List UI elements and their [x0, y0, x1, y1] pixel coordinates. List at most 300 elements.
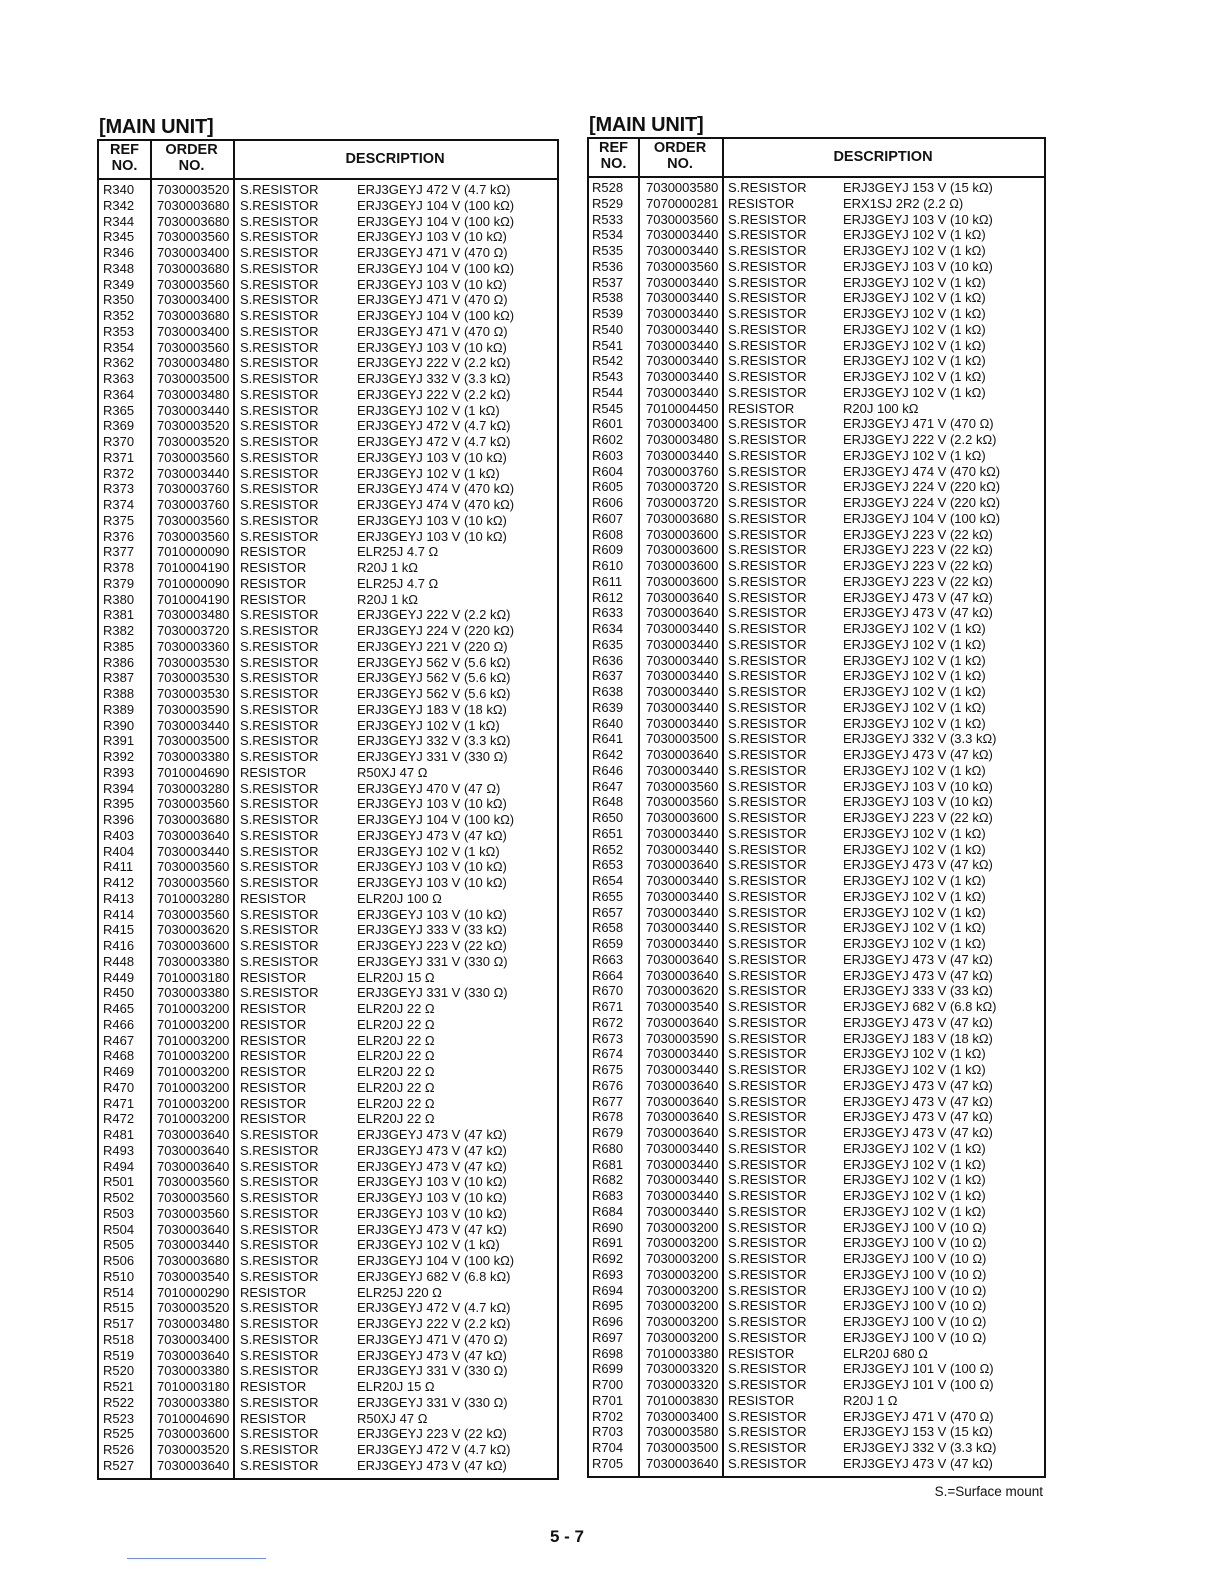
part-spec-cell: ERJ3GEYJ 103 V (10 kΩ) [357, 1205, 507, 1221]
table-row [99, 749, 557, 765]
part-spec-cell: ERJ3GEYJ 471 V (470 Ω) [357, 323, 508, 339]
part-type-cell: S.RESISTOR [728, 652, 807, 668]
ref-no-cell: R537 [592, 274, 624, 290]
ref-no-cell: R449 [103, 969, 135, 985]
ref-no-cell: R702 [592, 1408, 624, 1424]
part-spec-cell: ELR25J 4.7 Ω [357, 575, 439, 591]
part-spec-cell: ERJ3GEYJ 102 V (1 kΩ) [843, 841, 986, 857]
part-type-cell: RESISTOR [240, 560, 307, 575]
order-no-cell: 7010003280 [157, 890, 230, 906]
table-row [99, 1111, 557, 1127]
table-header [589, 139, 1044, 178]
part-type-cell: S.RESISTOR [240, 386, 319, 402]
ref-no-cell: R470 [103, 1079, 135, 1095]
ref-no-cell: R654 [592, 873, 624, 888]
part-spec-cell: ERJ3GEYJ 102 V (1 kΩ) [843, 825, 986, 841]
ref-no-cell: R646 [592, 762, 624, 778]
table-row [99, 198, 557, 214]
ref-no-cell: R526 [103, 1442, 135, 1457]
part-type-cell: S.RESISTOR [240, 1347, 319, 1363]
ref-no-cell: R683 [592, 1188, 624, 1203]
part-type-cell: S.RESISTOR [240, 260, 319, 276]
table-row [589, 542, 1044, 558]
part-type-cell: RESISTOR [728, 400, 795, 416]
order-no-cell: 7030003590 [646, 1030, 719, 1046]
table-row [99, 529, 557, 545]
order-no-cell: 7030003440 [646, 243, 719, 258]
part-spec-cell: ERJ3GEYJ 102 V (1 kΩ) [843, 227, 986, 243]
table-row [99, 403, 557, 419]
ref-no-cell: R704 [592, 1440, 624, 1455]
part-spec-cell: ERJ3GEYJ 104 V (100 kΩ) [357, 308, 515, 323]
order-no-cell: 7030003720 [646, 495, 719, 510]
table-row [589, 637, 1044, 653]
ref-no-cell: R664 [592, 967, 624, 983]
order-no-cell: 7030003440 [646, 369, 719, 384]
part-type-cell: S.RESISTOR [240, 339, 319, 355]
table-row [589, 1141, 1044, 1157]
table-row [99, 182, 557, 198]
part-type-cell: S.RESISTOR [240, 308, 319, 323]
part-type-cell: S.RESISTOR [728, 1266, 807, 1282]
ref-no-cell: R525 [103, 1426, 135, 1442]
order-no-cell: 7030003440 [646, 337, 719, 353]
order-no-cell: 7030003520 [157, 1300, 230, 1316]
table-row [99, 828, 557, 844]
table-row [99, 1332, 557, 1348]
part-type-cell: S.RESISTOR [728, 369, 807, 384]
part-spec-cell: ERJ3GEYJ 100 V (10 Ω) [843, 1251, 987, 1266]
order-no-cell: 7030003520 [157, 1442, 230, 1457]
table-row [589, 684, 1044, 700]
order-no-cell: 7030003440 [646, 699, 719, 715]
order-no-cell: 7030003440 [157, 843, 230, 859]
ref-no-cell: R467 [103, 1032, 135, 1048]
part-type-cell: S.RESISTOR [728, 447, 807, 463]
order-no-cell: 7030003560 [157, 875, 230, 890]
ref-no-cell: R684 [592, 1203, 624, 1219]
order-no-cell: 7030003440 [646, 384, 719, 400]
table-row [589, 716, 1044, 732]
order-no-cell: 7030003680 [157, 260, 230, 276]
table-row [99, 1269, 557, 1285]
part-type-cell: S.RESISTOR [728, 1455, 807, 1471]
part-spec-cell: ERJ3GEYJ 104 V (100 kΩ) [357, 213, 515, 229]
part-type-cell: S.RESISTOR [728, 1329, 807, 1345]
part-spec-cell: ERJ3GEYJ 472 V (4.7 kΩ) [357, 1300, 511, 1316]
order-no-cell: 7030003560 [157, 906, 230, 922]
part-type-cell: S.RESISTOR [240, 875, 319, 890]
part-type-cell: S.RESISTOR [240, 985, 319, 1001]
part-type-cell: S.RESISTOR [240, 1394, 319, 1410]
table-body [589, 180, 1044, 1472]
part-spec-cell: ERJ3GEYJ 473 V (47 kΩ) [843, 747, 993, 762]
table-row [589, 1393, 1044, 1409]
table-row [589, 1094, 1044, 1110]
table-row [99, 434, 557, 450]
table-row [589, 1172, 1044, 1188]
order-no-header-line2: NO. [667, 156, 693, 172]
ref-no-cell: R633 [592, 605, 624, 621]
table-row [99, 1348, 557, 1364]
part-type-cell: S.RESISTOR [728, 1077, 807, 1093]
table-row [589, 1031, 1044, 1047]
table-row [99, 245, 557, 261]
table-row [99, 702, 557, 718]
order-no-cell: 7030003440 [646, 1203, 719, 1219]
ref-no-cell: R603 [592, 447, 624, 463]
ref-no-cell: R607 [592, 510, 624, 526]
part-type-cell: S.RESISTOR [240, 449, 319, 465]
ref-no-cell: R634 [592, 621, 624, 636]
ref-no-cell: R692 [592, 1251, 624, 1266]
ref-no-cell: R380 [103, 591, 135, 607]
part-spec-cell: ERJ3GEYJ 472 V (4.7 kΩ) [357, 434, 511, 449]
ref-no-cell: R349 [103, 276, 135, 292]
order-no-cell: 7030003640 [646, 1077, 719, 1093]
ref-no-cell: R396 [103, 812, 135, 827]
part-type-cell: S.RESISTOR [728, 510, 807, 526]
part-type-cell: S.RESISTOR [728, 1014, 807, 1030]
ref-no-cell: R520 [103, 1363, 135, 1379]
order-no-cell: 7030003560 [157, 276, 230, 292]
ref-no-cell: R690 [592, 1219, 624, 1235]
order-no-header [638, 139, 722, 176]
part-type-cell: S.RESISTOR [728, 1408, 807, 1424]
ref-no-cell: R676 [592, 1077, 624, 1093]
table-row [589, 306, 1044, 322]
part-spec-cell: ERJ3GEYJ 102 V (1 kΩ) [843, 1188, 986, 1203]
order-no-cell: 7030003720 [157, 623, 230, 638]
table-row [99, 1316, 557, 1332]
order-no-cell: 7030003440 [646, 668, 719, 684]
part-spec-cell: ERJ3GEYJ 102 V (1 kΩ) [357, 465, 500, 481]
part-spec-cell: ELR20J 22 Ω [357, 1048, 435, 1064]
order-no-cell: 7010003200 [157, 1064, 230, 1079]
order-no-cell: 7030003640 [157, 1127, 230, 1142]
part-spec-cell: ERJ3GEYJ 562 V (5.6 kΩ) [357, 670, 511, 686]
part-spec-cell: ELR20J 680 Ω [843, 1345, 928, 1361]
ref-no-cell: R466 [103, 1016, 135, 1032]
ref-no-cell: R518 [103, 1331, 135, 1347]
order-no-cell: 7010003380 [646, 1345, 719, 1361]
part-spec-cell: ERJ3GEYJ 471 V (470 Ω) [357, 1331, 508, 1347]
part-type-cell: S.RESISTOR [240, 717, 319, 733]
table-row [589, 1078, 1044, 1094]
part-spec-cell: ELR20J 15 Ω [357, 1379, 435, 1394]
part-type-cell: S.RESISTOR [240, 528, 319, 544]
table-row [99, 214, 557, 230]
ref-no-cell: R469 [103, 1064, 135, 1079]
table-row [99, 875, 557, 891]
order-no-cell: 7030003640 [157, 827, 230, 843]
order-no-cell: 7030003280 [157, 780, 230, 796]
ref-no-cell: R703 [592, 1424, 624, 1440]
order-no-cell: 7030003400 [157, 292, 230, 308]
part-type-cell: S.RESISTOR [240, 1174, 319, 1190]
part-type-cell: S.RESISTOR [240, 481, 319, 497]
description-header: DESCRIPTION [345, 151, 445, 167]
ref-no-cell: R468 [103, 1048, 135, 1064]
part-type-cell: S.RESISTOR [240, 512, 319, 528]
order-no-cell: 7010003200 [157, 1079, 230, 1095]
part-type-cell: S.RESISTOR [240, 701, 319, 717]
table-row [99, 513, 557, 529]
part-type-cell: S.RESISTOR [728, 290, 807, 306]
part-spec-cell: ERJ3GEYJ 103 V (10 kΩ) [357, 859, 507, 875]
ref-no-cell: R505 [103, 1237, 135, 1253]
order-no-cell: 7030003480 [157, 607, 230, 623]
part-type-cell: S.RESISTOR [728, 936, 807, 951]
table-row [99, 907, 557, 923]
part-type-cell: S.RESISTOR [728, 951, 807, 967]
table-row [589, 479, 1044, 495]
table-row [99, 844, 557, 860]
part-type-cell: S.RESISTOR [240, 1127, 319, 1142]
table-row [99, 1253, 557, 1269]
order-no-cell: 7010000090 [157, 575, 230, 591]
part-spec-cell: ERJ3GEYJ 473 V (47 kΩ) [357, 1127, 507, 1142]
order-no-cell: 7030003440 [157, 717, 230, 733]
part-spec-cell: ERJ3GEYJ 224 V (220 kΩ) [357, 623, 515, 638]
part-type-cell: S.RESISTOR [728, 589, 807, 605]
order-no-cell: 7010000090 [157, 544, 230, 560]
order-no-cell: 7030003500 [157, 733, 230, 749]
part-spec-cell: ERJ3GEYJ 472 V (4.7 kΩ) [357, 182, 511, 197]
ref-no-cell: R698 [592, 1345, 624, 1361]
table-row [99, 1048, 557, 1064]
part-spec-cell: ERJ3GEYJ 102 V (1 kΩ) [843, 290, 986, 306]
ref-no-cell: R655 [592, 888, 624, 904]
table-row [99, 607, 557, 623]
part-spec-cell: ERJ3GEYJ 472 V (4.7 kΩ) [357, 1442, 511, 1457]
ref-no-cell: R353 [103, 323, 135, 339]
part-spec-cell: ERJ3GEYJ 102 V (1 kΩ) [843, 447, 986, 463]
part-spec-cell: ERJ3GEYJ 224 V (220 kΩ) [843, 479, 1001, 495]
ref-no-cell: R672 [592, 1014, 624, 1030]
part-type-cell: S.RESISTOR [240, 182, 319, 197]
part-spec-cell: ERJ3GEYJ 102 V (1 kΩ) [843, 699, 986, 715]
ref-no-header-line1: REF [110, 142, 139, 158]
part-type-cell: S.RESISTOR [728, 227, 807, 243]
part-spec-cell: ERJ3GEYJ 101 V (100 Ω) [843, 1361, 994, 1377]
ref-no-cell: R448 [103, 953, 135, 969]
ref-no-cell: R388 [103, 686, 135, 701]
part-type-cell: S.RESISTOR [240, 1363, 319, 1379]
part-type-cell: S.RESISTOR [240, 229, 319, 245]
table-row [99, 639, 557, 655]
part-type-cell: S.RESISTOR [240, 859, 319, 875]
part-type-cell: S.RESISTOR [240, 434, 319, 449]
order-no-cell: 7030003760 [646, 463, 719, 479]
order-no-cell: 7030003640 [646, 1093, 719, 1109]
ref-no-cell: R471 [103, 1095, 135, 1111]
part-spec-cell: ERJ3GEYJ 100 V (10 Ω) [843, 1235, 987, 1251]
part-type-cell: S.RESISTOR [240, 922, 319, 938]
part-spec-cell: R20J 100 kΩ [843, 400, 919, 416]
order-no-cell: 7030003530 [157, 686, 230, 701]
part-spec-cell: ELR20J 22 Ω [357, 1016, 435, 1032]
table-row [589, 794, 1044, 810]
table-row [589, 259, 1044, 275]
part-spec-cell: ERJ3GEYJ 102 V (1 kΩ) [357, 717, 500, 733]
order-no-cell: 7030003200 [646, 1219, 719, 1235]
ref-no-cell: R640 [592, 715, 624, 731]
ref-no-cell: R522 [103, 1394, 135, 1410]
part-type-cell: S.RESISTOR [240, 1331, 319, 1347]
ref-no-cell: R701 [592, 1392, 624, 1408]
order-no-cell: 7030003600 [646, 810, 719, 825]
order-no-cell: 7030003200 [646, 1298, 719, 1314]
table-row [589, 227, 1044, 243]
part-type-cell: RESISTOR [240, 969, 307, 985]
part-type-cell: S.RESISTOR [728, 416, 807, 432]
part-type-cell: S.RESISTOR [240, 418, 319, 434]
order-no-cell: 7030003440 [646, 621, 719, 636]
part-type-cell: S.RESISTOR [728, 1235, 807, 1251]
part-type-cell: S.RESISTOR [728, 699, 807, 715]
part-spec-cell: R20J 1 kΩ [357, 591, 419, 607]
part-type-cell: S.RESISTOR [728, 243, 807, 258]
order-no-cell: 7030003440 [646, 1046, 719, 1062]
ref-no-cell: R636 [592, 652, 624, 668]
part-type-cell: S.RESISTOR [728, 747, 807, 762]
part-type-cell: S.RESISTOR [240, 1253, 319, 1268]
table-row [589, 968, 1044, 984]
ref-no-cell: R365 [103, 402, 135, 418]
part-type-cell: S.RESISTOR [728, 1030, 807, 1046]
part-spec-cell: ERJ3GEYJ 471 V (470 Ω) [843, 1408, 994, 1424]
part-spec-cell: ELR20J 22 Ω [357, 1064, 435, 1079]
table-row [589, 731, 1044, 747]
part-spec-cell: ERJ3GEYJ 102 V (1 kΩ) [843, 384, 986, 400]
part-type-cell: S.RESISTOR [240, 938, 319, 953]
part-spec-cell: ERJ3GEYJ 183 V (18 kΩ) [843, 1030, 993, 1046]
order-no-cell: 7030003440 [646, 321, 719, 337]
order-no-cell: 7030003440 [646, 652, 719, 668]
part-type-cell: S.RESISTOR [240, 1190, 319, 1205]
part-type-cell: S.RESISTOR [240, 796, 319, 812]
part-type-cell: RESISTOR [240, 1410, 307, 1426]
order-no-cell: 7030003440 [646, 636, 719, 652]
ref-no-cell: R542 [592, 353, 624, 369]
order-no-cell: 7030003530 [157, 654, 230, 670]
part-spec-cell: ERJ3GEYJ 101 V (100 Ω) [843, 1377, 994, 1392]
table-row [99, 1143, 557, 1159]
ref-no-cell: R379 [103, 575, 135, 591]
part-spec-cell: ERJ3GEYJ 100 V (10 Ω) [843, 1266, 987, 1282]
order-no-cell: 7030003440 [646, 1172, 719, 1188]
part-type-cell: S.RESISTOR [728, 873, 807, 888]
order-no-cell: 7030003640 [646, 589, 719, 605]
table-row [589, 810, 1044, 826]
part-type-cell: S.RESISTOR [240, 623, 319, 638]
ref-no-cell: R648 [592, 794, 624, 810]
table-row [99, 277, 557, 293]
part-type-cell: S.RESISTOR [728, 841, 807, 857]
table-header [99, 141, 557, 180]
order-no-cell: 7030003640 [157, 1142, 230, 1158]
part-type-cell: S.RESISTOR [728, 542, 807, 558]
table-row [589, 983, 1044, 999]
part-type-cell: S.RESISTOR [240, 953, 319, 969]
part-spec-cell: ERJ3GEYJ 473 V (47 kΩ) [843, 857, 993, 873]
order-no-cell: 7030003440 [646, 715, 719, 731]
ref-no-cell: R493 [103, 1142, 135, 1158]
order-no-cell: 7030003440 [646, 227, 719, 243]
order-no-cell: 7030003540 [646, 999, 719, 1014]
table-row [99, 1033, 557, 1049]
part-spec-cell: ERJ3GEYJ 331 V (330 Ω) [357, 1394, 508, 1410]
ref-no-cell: R472 [103, 1111, 135, 1127]
table-row [589, 527, 1044, 543]
part-spec-cell: ERJ3GEYJ 223 V (22 kΩ) [843, 558, 993, 573]
ref-no-header [589, 139, 638, 176]
order-no-cell: 7030003600 [157, 938, 230, 953]
order-no-cell: 7030003680 [157, 308, 230, 323]
order-no-cell: 7030003600 [646, 573, 719, 589]
table-row [99, 985, 557, 1001]
ref-no-cell: R389 [103, 701, 135, 717]
table-row [589, 353, 1044, 369]
part-type-cell: RESISTOR [240, 1079, 307, 1095]
order-no-cell: 7030003440 [646, 1062, 719, 1077]
part-type-cell: S.RESISTOR [728, 1361, 807, 1377]
part-spec-cell: R50XJ 47 Ω [357, 1410, 428, 1426]
part-spec-cell: ERJ3GEYJ 682 V (6.8 kΩ) [357, 1268, 511, 1284]
ref-no-cell: R608 [592, 526, 624, 542]
table-row [589, 574, 1044, 590]
order-no-cell: 7030003640 [646, 1455, 719, 1471]
table-row [589, 511, 1044, 527]
part-spec-cell: ERJ3GEYJ 102 V (1 kΩ) [843, 243, 986, 258]
part-spec-cell: ERJ3GEYJ 100 V (10 Ω) [843, 1282, 987, 1298]
table-row [589, 448, 1044, 464]
table-row [99, 812, 557, 828]
part-type-cell: S.RESISTOR [728, 1314, 807, 1329]
part-spec-cell: ERJ3GEYJ 473 V (47 kΩ) [843, 605, 993, 621]
part-type-cell: S.RESISTOR [240, 686, 319, 701]
ref-no-cell: R541 [592, 337, 624, 353]
ref-no-cell: R671 [592, 999, 624, 1014]
part-spec-cell: ERJ3GEYJ 332 V (3.3 kΩ) [357, 733, 511, 749]
ref-no-cell: R394 [103, 780, 135, 796]
order-no-cell: 7030003200 [646, 1329, 719, 1345]
part-spec-cell: ERJ3GEYJ 223 V (22 kΩ) [843, 526, 993, 542]
part-spec-cell: R20J 1 kΩ [357, 560, 419, 575]
ref-no-cell: R658 [592, 920, 624, 936]
table-row [589, 369, 1044, 385]
ref-no-cell: R535 [592, 243, 624, 258]
table-row [99, 1458, 557, 1474]
part-type-cell: S.RESISTOR [240, 355, 319, 371]
ref-no-cell: R346 [103, 245, 135, 260]
part-type-cell: S.RESISTOR [240, 371, 319, 386]
part-type-cell: S.RESISTOR [728, 1140, 807, 1156]
part-spec-cell: ERJ3GEYJ 103 V (10 kΩ) [843, 778, 993, 794]
part-spec-cell: ERJ3GEYJ 103 V (10 kΩ) [357, 1174, 507, 1190]
table-row [99, 229, 557, 245]
part-type-cell: S.RESISTOR [728, 1377, 807, 1392]
ref-no-cell: R381 [103, 607, 135, 623]
part-type-cell: S.RESISTOR [240, 1457, 319, 1473]
part-type-cell: S.RESISTOR [728, 211, 807, 227]
table-row [99, 355, 557, 371]
order-no-cell: 7030003530 [157, 670, 230, 686]
part-spec-cell: ERJ3GEYJ 183 V (18 kΩ) [357, 701, 507, 717]
part-type-cell: S.RESISTOR [728, 920, 807, 936]
order-no-cell: 7030003440 [157, 1237, 230, 1253]
